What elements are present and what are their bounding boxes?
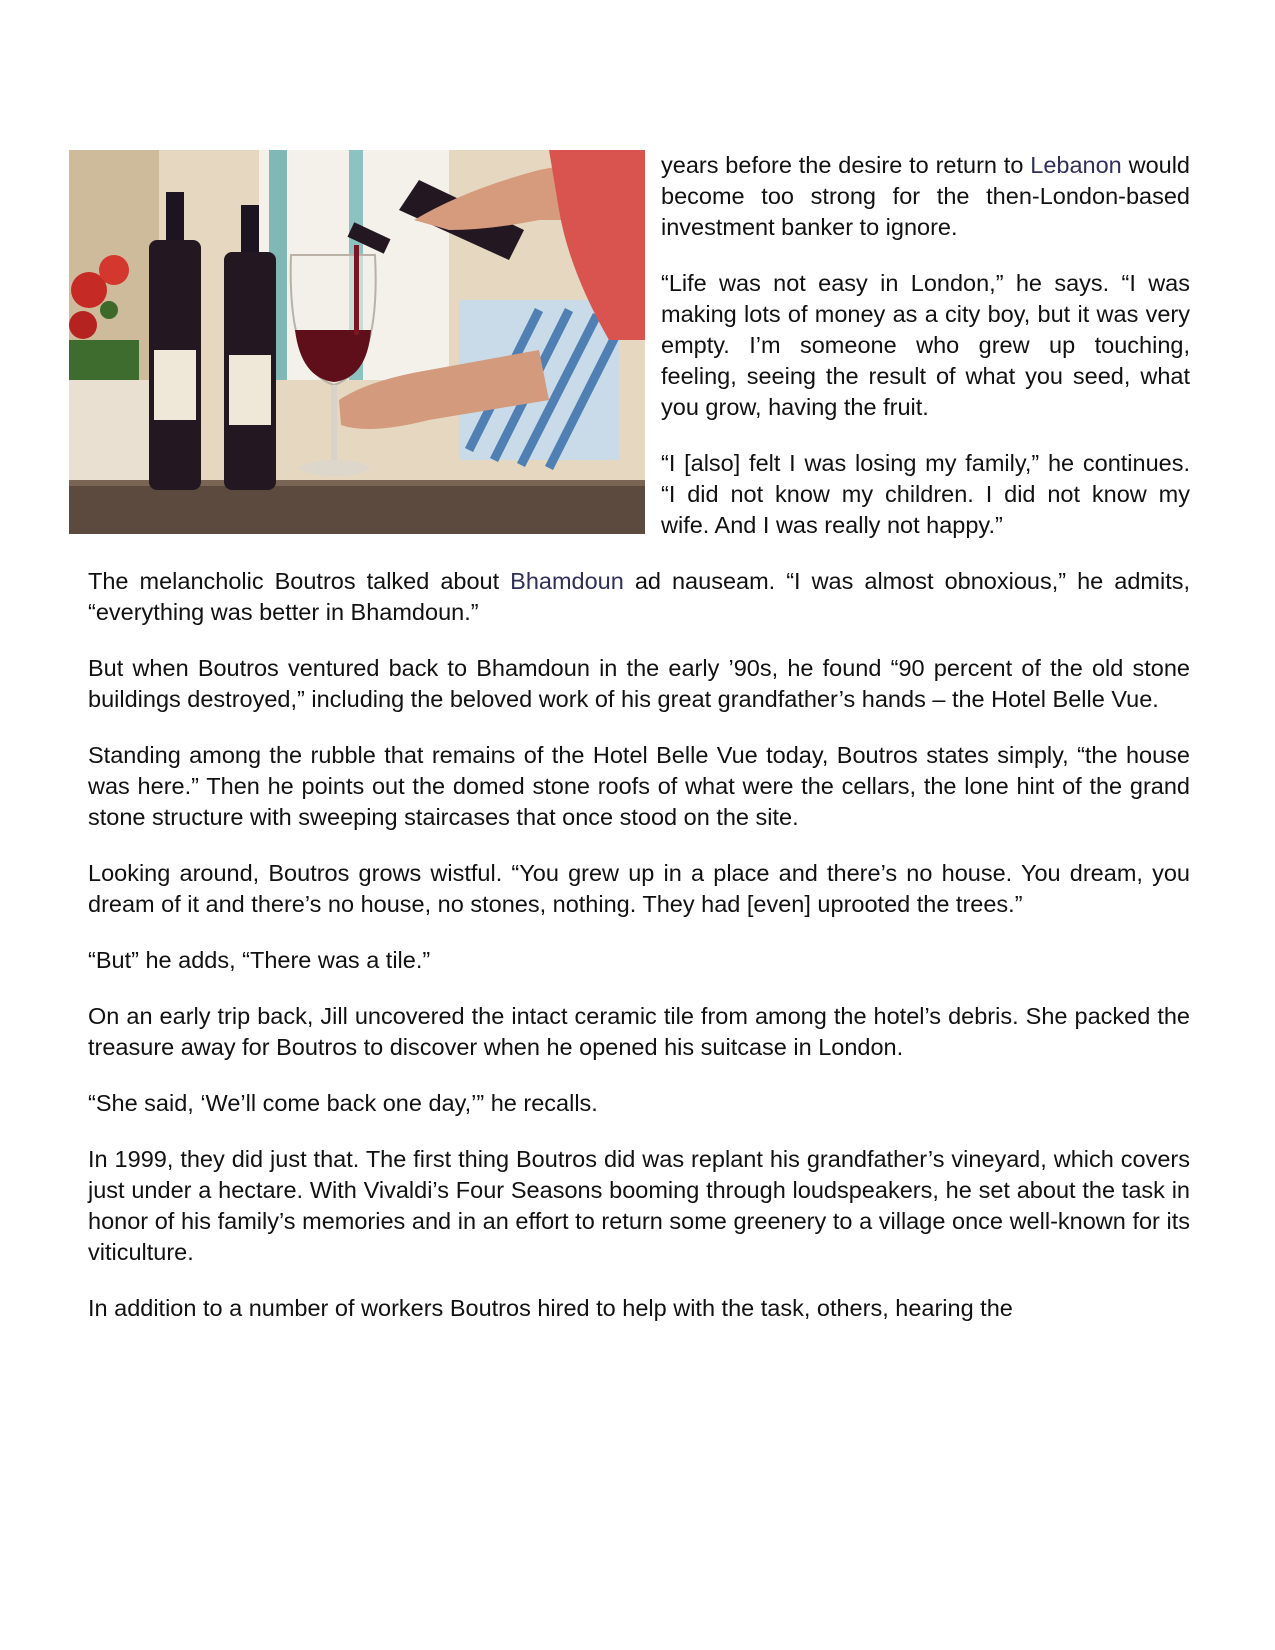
paragraph-12: In addition to a number of workers Boutros hired to help with the task, others, hearing the	[88, 1295, 1013, 1321]
place-link-bhamdoun: Bhamdoun	[510, 568, 624, 594]
paragraph-6: Standing among the rubble that remains of the Hotel Belle Vue today, Boutros states simply, “the house was here.” Then he points out the domed stone roofs of what were the cellars, the lone hint of the grand stone structure with sweeping staircases that once stood on the site.	[88, 742, 1190, 830]
place-link-lebanon: Lebanon	[1030, 152, 1122, 178]
paragraph-2: “Life was not easy in London,” he says. “I was making lots of money as a city boy, but it was very empty. I’m someone who grew up touching, feeling, seeing the result of what you seed, what you grow, having the fruit.	[661, 270, 1190, 420]
paragraph-3: “I [also] felt I was losing my family,” he continues. “I did not know my children. I did not know my wife. And I was really not happy.”	[661, 450, 1190, 538]
paragraph-11: In 1999, they did just that. The first thing Boutros did was replant his grandfather’s vineyard, which covers just under a hectare. With Vivaldi’s Four Seasons booming through loudspeakers, he set about the task in honor of his family’s memories and in an effort to return some greenery to a village once well-known for its viticulture.	[88, 1146, 1190, 1265]
article-body	[88, 150, 1190, 1349]
paragraph-8: “But” he adds, “There was a tile.”	[88, 947, 431, 973]
paragraph-5: But when Boutros ventured back to Bhamdoun in the early ’90s, he found “90 percent of the old stone buildings destroyed,” including the beloved work of his great grandfather’s hands – the Hotel Belle Vue.	[88, 655, 1190, 712]
paragraph-9: On an early trip back, Jill uncovered the intact ceramic tile from among the hotel’s debris. She packed the treasure away for Boutros to discover when he opened his suitcase in London.	[88, 1003, 1190, 1060]
paragraph-1: years before the desire to return to Lebanon would become too strong for the then-London-based investment banker to ignore.	[661, 152, 1190, 240]
wine-pouring-photo	[69, 150, 645, 534]
paragraph-10: “She said, ‘We’ll come back one day,’” he recalls.	[88, 1090, 598, 1116]
paragraph-4: The melancholic Boutros talked about Bhamdoun ad nauseam. “I was almost obnoxious,” he admits, “everything was better in Bhamdoun.”	[88, 568, 1191, 625]
paragraph-7: Looking around, Boutros grows wistful. “You grew up in a place and there’s no house. You dream, you dream of it and there’s no house, no stones, nothing. They had [even] uprooted the trees.”	[88, 860, 1190, 917]
